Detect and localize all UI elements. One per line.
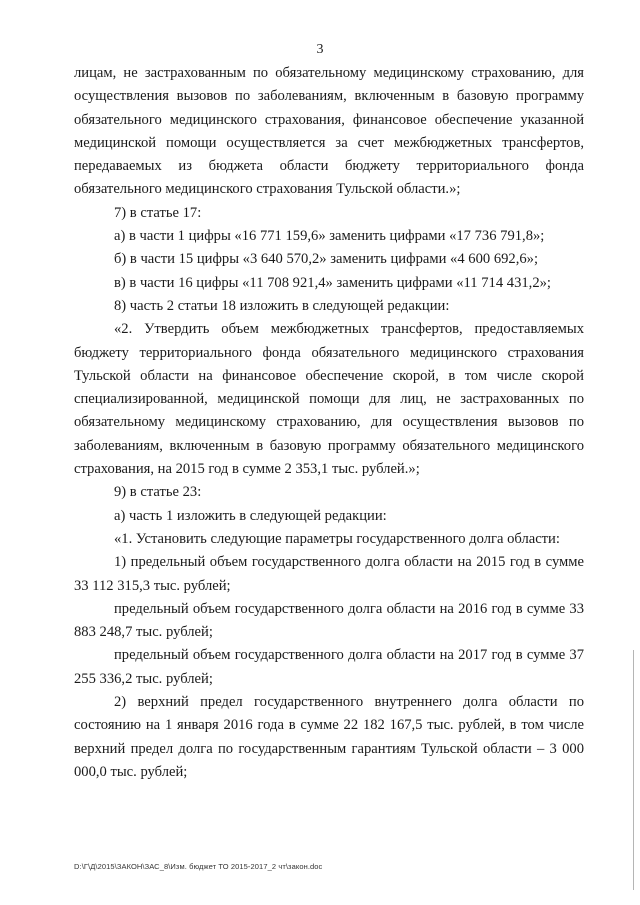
scan-edge-line (633, 650, 634, 890)
paragraph-continuation: лицам, не застрахованным по обязательному медицинскому страхованию, для осуществления вызовов по заболеваниям, включенным в базовую программу обязательного медицинского страхования, финансовое обеспечение указанной медицинской помощи осуществляется за счет межбюджетных трансфертов, передаваемых из бюджета области бюджету территориального фонда обязательного медицинского страхования Тульской области.»; (74, 65, 584, 198)
file-path-footer: D:\Г\Д\2015\ЗАКОН\ЗАС_8\Изм. бюджет ТО 2015-2017_2 чт\закон.doc (74, 862, 323, 871)
paragraph-article-18-part-2: «2. Утвердить объем межбюджетных трансфертов, предоставляемых бюджету территориального фонда обязательного медицинского страхования Тульской области на финансовое обеспечение скорой, в том числе скорой специализированной, медицинской помощи для лиц, не застрахованных по обязательному медицинскому страхованию, для осуществления вызовов по заболеваниям, включенным в базовую программу обязательного медицинского страхования, на 2015 год в сумме 2 353,1 тыс. рублей.»; (74, 321, 584, 478)
page-number: 3 (316, 42, 324, 57)
paragraph-debt-2017: предельный объем государственного долга области на 2017 год в сумме 37 255 336,2 тыс. рублей; (74, 647, 584, 687)
paragraph-item-7b: б) в части 15 цифры «3 640 570,2» заменить цифрами «4 600 692,6»; (114, 251, 539, 268)
paragraph-item-9a: а) часть 1 изложить в следующей редакции: (114, 507, 387, 524)
paragraph-item-9: 9) в статье 23: (114, 484, 202, 501)
paragraph-item-8: 8) часть 2 статьи 18 изложить в следующей редакции: (114, 297, 450, 314)
paragraph-item-7a: а) в части 1 цифры «16 771 159,6» заменить цифрами «17 736 791,8»; (114, 228, 545, 245)
paragraph-item-7: 7) в статье 17: (114, 204, 202, 221)
paragraph-debt-params-intro: «1. Установить следующие параметры государственного долга области: (114, 530, 560, 547)
paragraph-upper-limit: 2) верхний предел государственного внутреннего долга области по состоянию на 1 января 2016 года в сумме 22 182 167,5 тыс. рублей, в том числе верхний предел долга по государственным гарантиям Тульской области – 3 000 000,0 тыс. рублей; (74, 694, 584, 780)
paragraph-debt-2015: 1) предельный объем государственного долга области на 2015 год в сумме 33 112 315,3 тыс. рублей; (74, 554, 584, 594)
paragraph-item-7v: в) в части 16 цифры «11 708 921,4» заменить цифрами «11 714 431,2»; (114, 274, 551, 291)
paragraph-debt-2016: предельный объем государственного долга области на 2016 год в сумме 33 883 248,7 тыс. рублей; (74, 600, 584, 641)
document-body (74, 62, 584, 784)
